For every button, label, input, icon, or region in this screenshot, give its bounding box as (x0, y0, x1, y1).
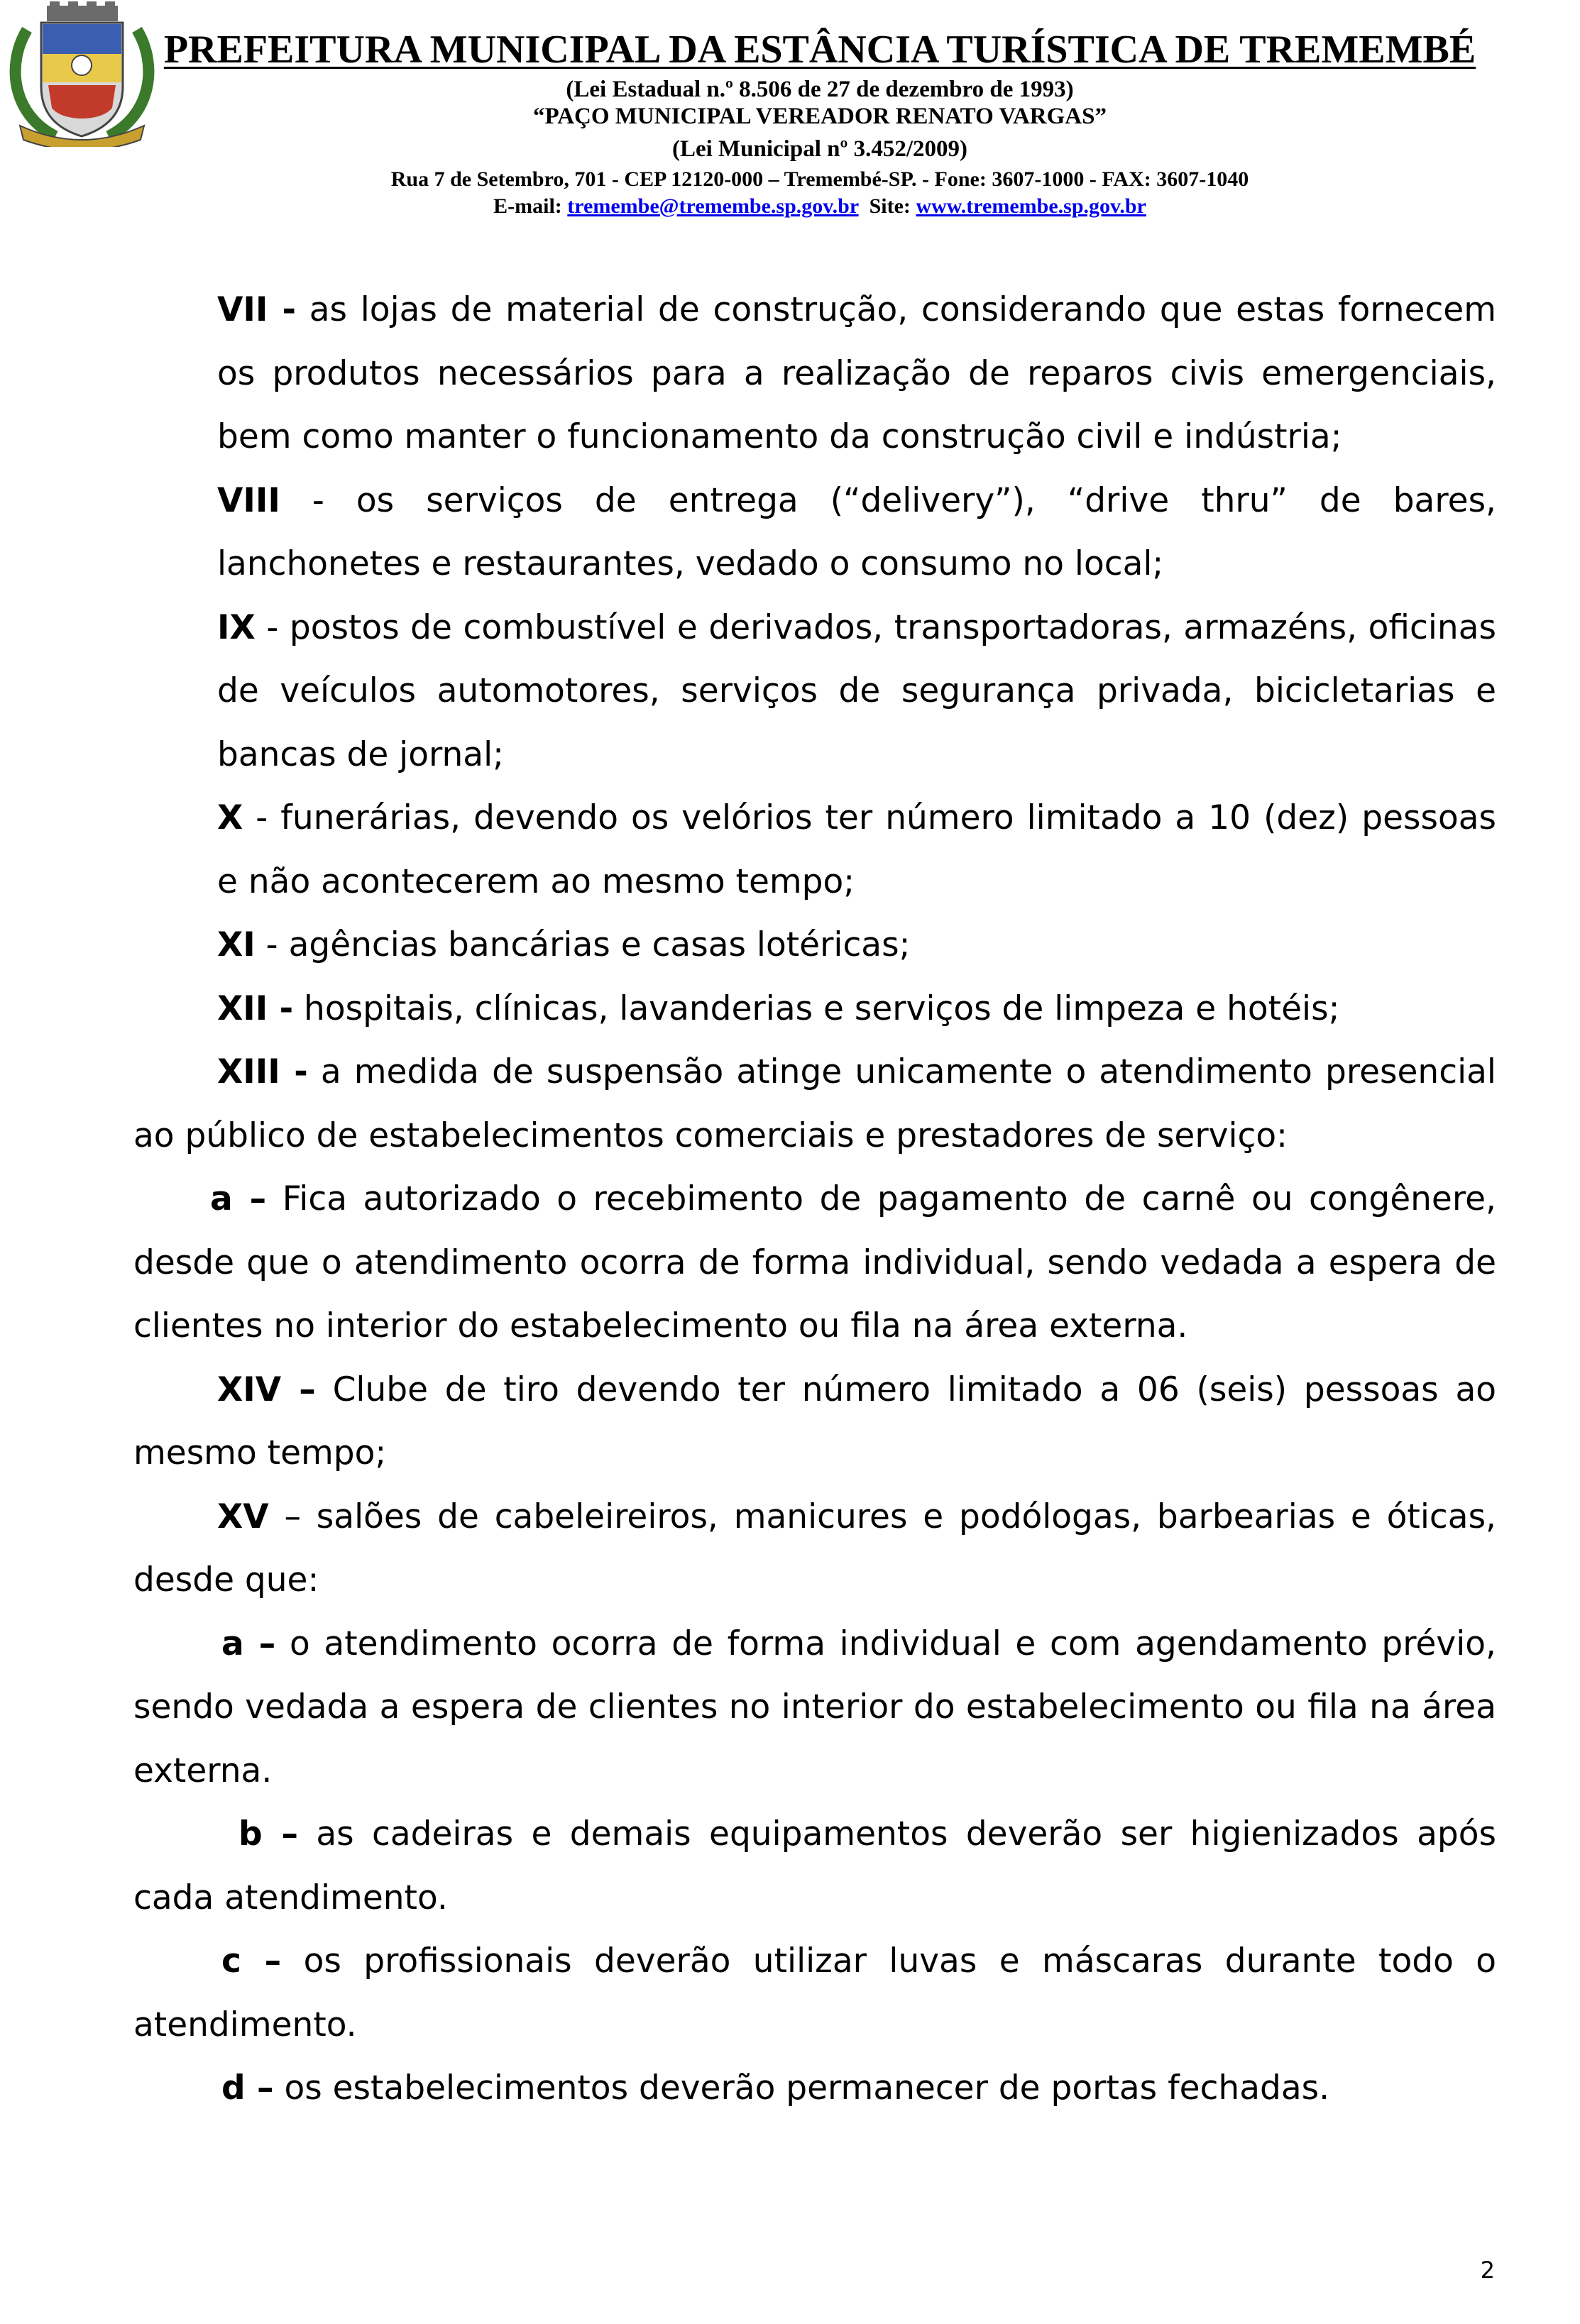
item-label: XV (217, 1497, 269, 1536)
item-xv-a (133, 1612, 1496, 1803)
municipal-coat-of-arms (6, 1, 158, 147)
item-ix (133, 596, 1496, 787)
municipality-title: PREFEITURA MUNICIPAL DA ESTÂNCIA TURÍSTICA DE TREMEMBÉ (163, 28, 1476, 72)
item-xi (133, 913, 1496, 977)
item-label: a – (210, 1179, 267, 1218)
site-label: Site: (869, 194, 911, 218)
item-label: X (217, 798, 243, 837)
contact-line (156, 194, 1483, 219)
item-x (133, 786, 1496, 913)
item-text: os profissionais deverão utilizar luvas e máscaras durante todo o atendimento. (133, 1942, 1496, 2044)
item-text: o atendimento ocorra de forma individual e com agendamento prévio, sendo vedada a espera de clientes no interior do estabelecimento ou fila na área externa. (133, 1624, 1496, 1790)
item-label: XI (217, 925, 256, 964)
item-label: IX (217, 607, 256, 647)
item-viii (133, 469, 1496, 596)
item-label: VII - (217, 290, 297, 329)
item-label: b – (238, 1814, 298, 1854)
item-text: os estabelecimentos deverão permanecer de portas fechadas. (273, 2069, 1330, 2108)
site-link[interactable]: www.tremembe.sp.gov.br (916, 194, 1146, 218)
item-xv-b (133, 1802, 1496, 1929)
state-law-reference: (Lei Estadual n.º 8.506 de 27 de dezembro de 1993) (566, 77, 1074, 102)
item-text: - funerárias, devendo os velórios ter número limitado a 10 (dez) pessoas e não acontecerem ao mesmo tempo; (217, 798, 1496, 901)
item-text: - postos de combustível e derivados, transportadoras, armazéns, oficinas de veículos automotores, serviços de segurança privada, bicicletarias e bancas de jornal; (217, 607, 1496, 774)
item-text: hospitais, clínicas, lavanderias e serviços de limpeza e hotéis; (293, 988, 1340, 1028)
item-xiv (133, 1358, 1496, 1485)
item-label: XIV – (217, 1370, 316, 1409)
item-xv-d (133, 2056, 1496, 2120)
letterhead (0, 0, 1580, 227)
item-label: c – (221, 1942, 282, 1981)
document-body (133, 278, 1496, 2120)
item-xii (133, 977, 1496, 1041)
palace-name: “PAÇO MUNICIPAL VEREADOR RENATO VARGAS” (533, 104, 1107, 129)
item-text: Clube de tiro devendo ter número limitado a 06 (seis) pessoas ao mesmo tempo; (133, 1370, 1497, 1472)
item-text: - agências bancárias e casas lotéricas; (255, 925, 911, 964)
item-text: a medida de suspensão atinge unicamente o atendimento presencial ao público de estabelecimentos comerciais e prestadores de serviço: (133, 1052, 1496, 1155)
item-vii (133, 278, 1496, 469)
item-label: d – (221, 2069, 274, 2108)
item-label: XII - (217, 988, 294, 1028)
page-number: 2 (1480, 2257, 1495, 2284)
item-xv (133, 1485, 1496, 1612)
item-xiii (133, 1040, 1496, 1167)
item-text: – salões de cabeleireiros, manicures e podólogas, barbearias e óticas, desde que: (133, 1497, 1496, 1599)
item-text: as lojas de material de construção, considerando que estas fornecem os produtos necessários para a realização de reparos civis emergenciais, bem como manter o funcionamento da construção civil e indústria; (217, 290, 1497, 456)
item-xiii-a (133, 1167, 1496, 1358)
item-text: Fica autorizado o recebimento de pagamento de carnê ou congênere, desde que o atendimento ocorra de forma individual, sendo vedada a espera de clientes no interior do estabelecimento ou fila na área externa. (133, 1179, 1496, 1345)
municipal-law-reference: (Lei Municipal nº 3.452/2009) (671, 136, 968, 162)
item-label: XIII - (217, 1052, 308, 1091)
item-label: a – (221, 1624, 276, 1663)
email-label: E-mail: (493, 194, 562, 218)
item-text: as cadeiras e demais equipamentos deverão ser higienizados após cada atendimento. (133, 1814, 1496, 1917)
item-text: - os serviços de entrega (“delivery”), “drive thru” de bares, lanchonetes e restaurantes, vedado o consumo no local; (217, 480, 1496, 583)
address-line: Rua 7 de Setembro, 701 - CEP 12120-000 – Tremembé-SP. - Fone: 3607-1000 - FAX: 3607-1040 (390, 167, 1249, 191)
email-link[interactable]: tremembe@tremembe.sp.gov.br (567, 194, 859, 218)
item-label: VIII (217, 480, 280, 520)
item-xv-c (133, 1929, 1496, 2056)
